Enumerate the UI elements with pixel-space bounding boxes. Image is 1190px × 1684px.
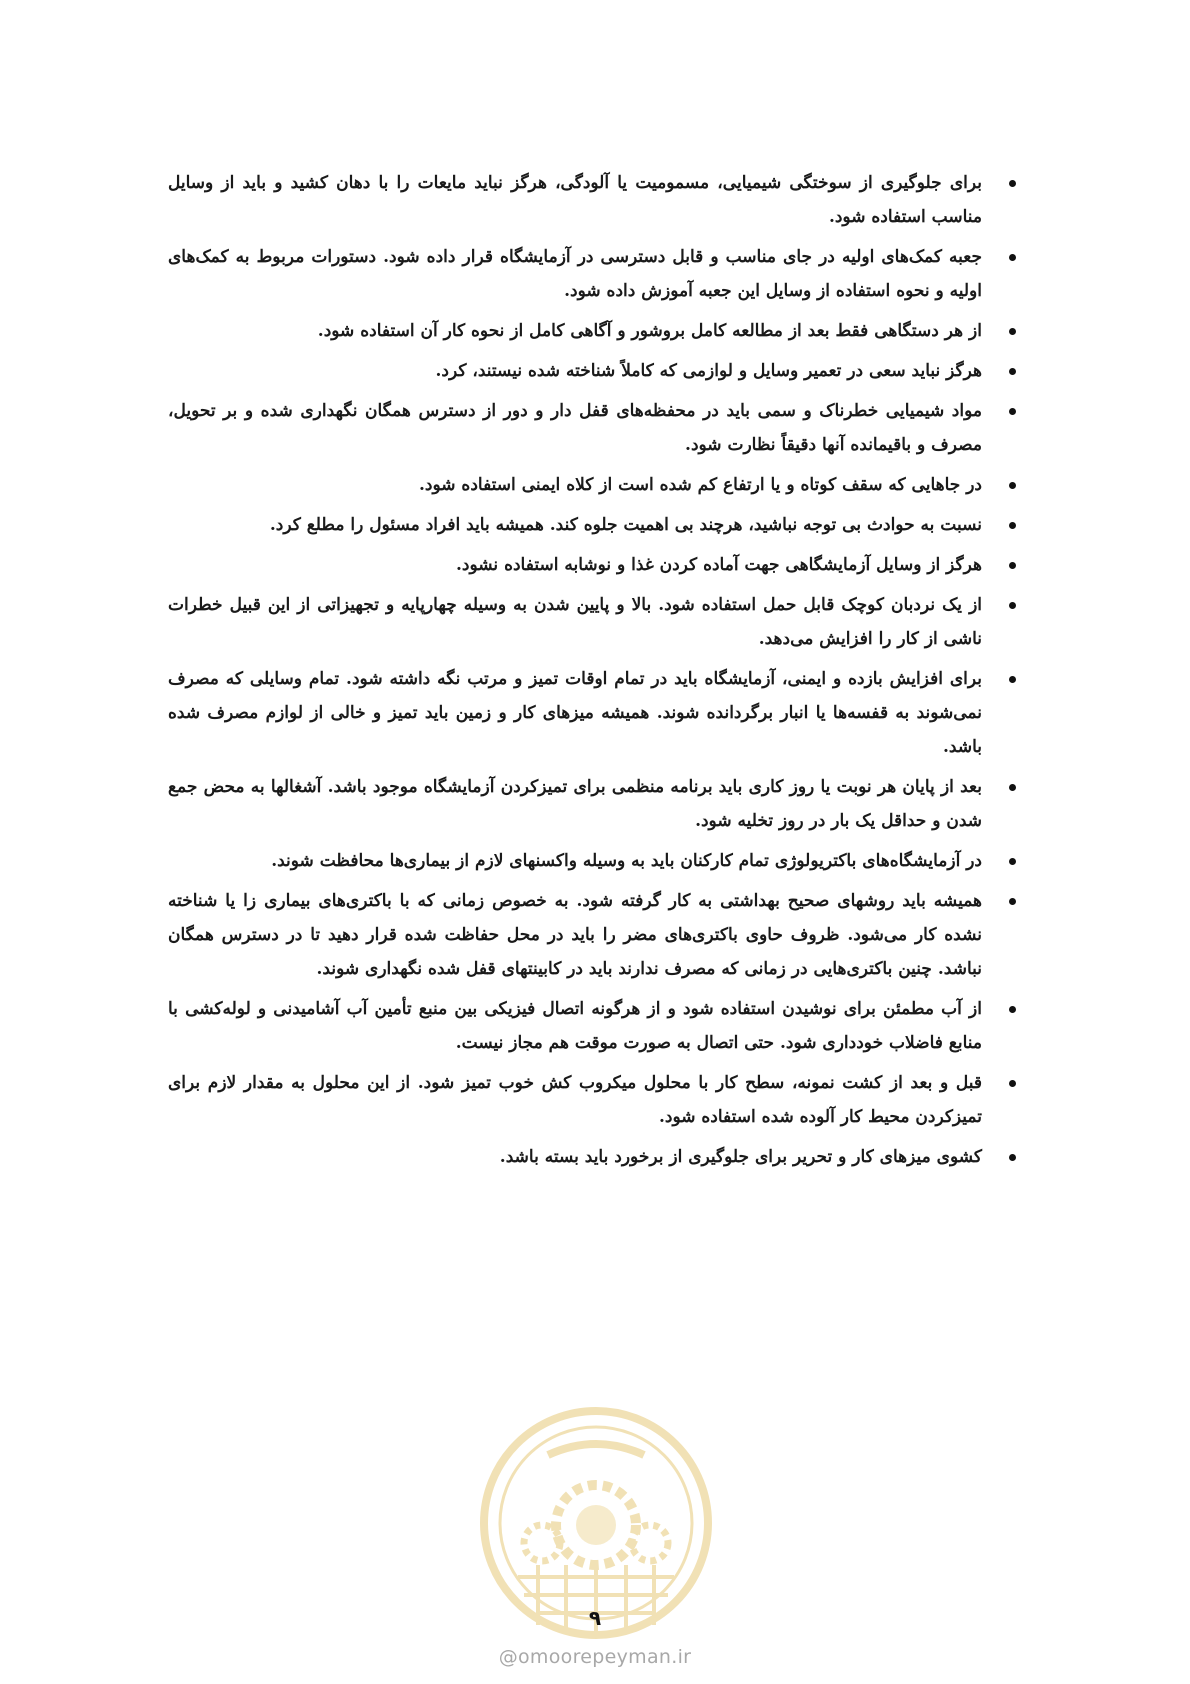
bullet-dot-icon — [1009, 368, 1016, 375]
bullet-text: کشوی میزهای کار و تحریر برای جلوگیری از برخورد باید بسته باشد. — [499, 1147, 982, 1167]
bullet-item — [168, 240, 1020, 308]
bullet-text: مواد شیمیایی خطرناک و سمی باید در محفظه‌های قفل دار و دور از دسترس همگان نگهداری شده و بر تحویل، مصرف و باقیمانده آنها دقیقاً نظارت شود. — [168, 401, 982, 455]
bullet-dot-icon — [1009, 562, 1016, 569]
bullet-dot-icon — [1009, 1154, 1016, 1161]
bullet-item — [168, 1066, 1020, 1134]
bullet-item — [168, 314, 1020, 348]
bullet-item — [168, 844, 1020, 878]
bullet-text: در آزمایشگاه‌های باکتریولوژی تمام کارکنان باید به وسیله واکسنهای لازم از بیماری‌ها محافظت شوند. — [271, 851, 982, 871]
bullet-dot-icon — [1009, 858, 1016, 865]
bullet-item — [168, 1140, 1020, 1174]
bullet-text: از آب مطمئن برای نوشیدن استفاده شود و از هرگونه اتصال فیزیکی بین منبع تأمین آب آشامیدنی و لوله‌کشی با منابع فاضلاب خودداری شود. حتی اتصال به صورت موقت هم مجاز نیست. — [168, 999, 982, 1053]
page-number: ۹ — [588, 1606, 602, 1630]
bullet-item — [168, 884, 1020, 986]
bullet-dot-icon — [1009, 1006, 1016, 1013]
bullet-text: از هر دستگاهی فقط بعد از مطالعه کامل بروشور و آگاهی کامل از نحوه کار آن استفاده شود. — [317, 321, 982, 341]
bullet-item — [168, 548, 1020, 582]
bullet-item — [168, 166, 1020, 234]
bullet-dot-icon — [1009, 328, 1016, 335]
bullet-text: برای افزایش بازده و ایمنی، آزمایشگاه باید در تمام اوقات تمیز و مرتب نگه داشته شود. تمام وسایلی که مصرف نمی‌شوند به قفسه‌ها یا انبار برگردانده شوند. همیشه میزهای کار و زمین باید تمیز و خالی از لوازم مصرف شده باشد. — [168, 669, 982, 757]
bullet-dot-icon — [1009, 254, 1016, 261]
bullet-text: از یک نردبان کوچک قابل حمل استفاده شود. بالا و پایین شدن به وسیله چهارپایه و تجهیزاتی از این قبیل خطرات ناشی از کار را افزایش می‌دهد. — [168, 595, 982, 649]
bullet-item — [168, 394, 1020, 462]
bullet-dot-icon — [1009, 898, 1016, 905]
bullet-text: همیشه باید روشهای صحیح بهداشتی به کار گرفته شود. به خصوص زمانی که با باکتری‌های بیماری زا یا شناخته نشده کار می‌شود. ظروف حاوی باکتری‌های مضر را باید در محل حفاظت شده قرار دهید تا در دسترس همگان نباشد. چنین باکتری‌هایی در زمانی که مصرف ندارند باید در کابینتهای قفل شده نگهداری شوند. — [168, 891, 982, 979]
bullet-text: قبل و بعد از کشت نمونه، سطح کار با محلول میکروب کش خوب تمیز شود. از این محلول به مقدار لازم برای تمیزکردن محیط کار آلوده شده استفاده شود. — [168, 1073, 982, 1127]
bullet-item — [168, 508, 1020, 542]
bullet-dot-icon — [1009, 784, 1016, 791]
bullet-text: جعبه کمک‌های اولیه در جای مناسب و قابل دسترسی در آزمایشگاه قرار داده شود. دستورات مربوط به کمک‌های اولیه و نحوه استفاده از وسایل این جعبه آموزش داده شود. — [168, 247, 982, 301]
bullet-item — [168, 662, 1020, 764]
bullet-item — [168, 354, 1020, 388]
bullet-dot-icon — [1009, 408, 1016, 415]
bullet-dot-icon — [1009, 676, 1016, 683]
safety-rules-list — [168, 166, 1020, 1180]
bullet-item — [168, 588, 1020, 656]
bullet-text: برای جلوگیری از سوختگی شیمیایی، مسمومیت یا آلودگی، هرگز نباید مایعات را با دهان کشید و باید از وسایل مناسب استفاده شود. — [168, 173, 982, 227]
bullet-dot-icon — [1009, 482, 1016, 489]
bullet-text: بعد از پایان هر نوبت یا روز کاری باید برنامه منظمی برای تمیزکردن آزمایشگاه موجود باشد. آشغالها به محض جمع شدن و حداقل یک بار در روز تخلیه شود. — [168, 777, 982, 831]
bullet-dot-icon — [1009, 180, 1016, 187]
bullet-dot-icon — [1009, 522, 1016, 529]
bullet-text: هرگز نباید سعی در تعمیر وسایل و لوازمی که کاملاً شناخته شده نیستند، کرد. — [435, 361, 982, 381]
bullet-text: هرگز از وسایل آزمایشگاهی جهت آماده کردن غذا و نوشابه استفاده نشود. — [455, 555, 982, 575]
bullet-text: نسبت به حوادث بی توجه نباشید، هرچند بی اهمیت جلوه کند. همیشه باید افراد مسئول را مطلع کرد. — [269, 515, 982, 535]
bullet-dot-icon — [1009, 602, 1016, 609]
bullet-item — [168, 992, 1020, 1060]
bullet-text: در جاهایی که سقف کوتاه و یا ارتفاع کم شده است از کلاه ایمنی استفاده شود. — [418, 475, 982, 495]
watermark-site-text: @omoorepeyman.ir — [498, 1646, 692, 1668]
bullet-item — [168, 468, 1020, 502]
bullet-item — [168, 770, 1020, 838]
bullet-dot-icon — [1009, 1080, 1016, 1087]
